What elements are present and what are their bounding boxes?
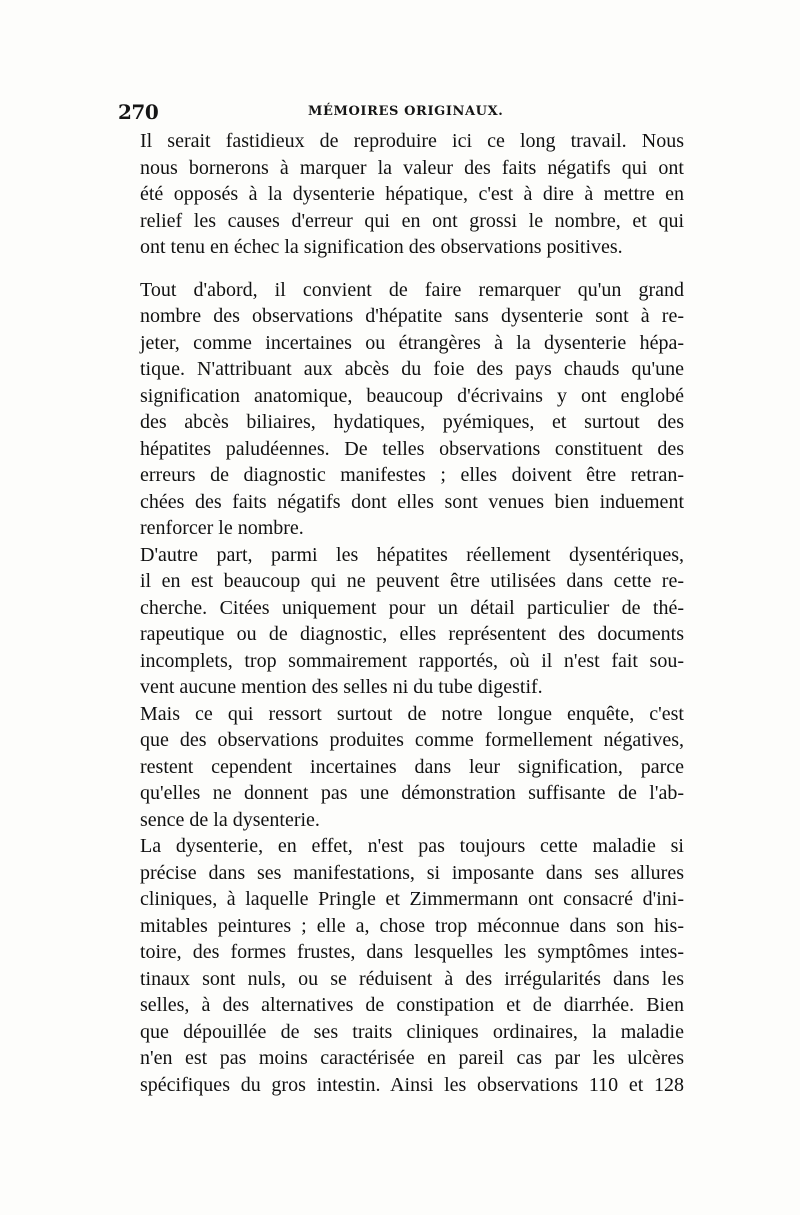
text-line: Mais ce qui ressort surtout de notre longue enquête, c'est	[140, 702, 684, 725]
text-line: Il serait fastidieux de reproduire ici ce long travail. Nous	[140, 130, 684, 152]
paragraph-5	[118, 833, 684, 1098]
text-line: La dysenterie, en effet, n'est pas toujours cette maladie si	[140, 835, 684, 857]
text-line: selles, à des alternatives de constipation et de diarrhée. Bien	[140, 994, 684, 1016]
text-line: que dépouillée de ses traits cliniques ordinaires, la maladie	[140, 1020, 684, 1043]
text-line: des abcès biliaires, hydatiques, pyémiques, et surtout des	[140, 411, 684, 433]
text-line: Tout d'abord, il convient de faire remarquer qu'un grand	[140, 278, 684, 301]
text-line: tinaux sont nuls, ou se réduisent à des irrégularités dans les	[140, 967, 684, 990]
text-line: mitables peintures ; elle a, chose trop méconnue dans son his-	[140, 914, 684, 937]
text-line: signification anatomique, beaucoup d'écrivains y ont englobé	[140, 384, 684, 407]
text-line: ont tenu en échec la signification des observations positives.	[140, 236, 623, 258]
text-line: cliniques, à laquelle Pringle et Zimmermann ont consacré d'ini-	[140, 888, 684, 910]
text-line: renforcer le nombre.	[140, 517, 304, 539]
paragraph-1	[118, 128, 684, 261]
text-line: qu'elles ne donnent pas une démonstration suffisante de l'ab-	[140, 782, 684, 804]
paragraph-3	[118, 542, 684, 701]
text-line: incomplets, trop sommairement rapportés, où il n'est fait sou-	[140, 649, 684, 672]
text-line: il en est beaucoup qui ne peuvent être utilisées dans cette re-	[140, 570, 684, 592]
text-line: cherche. Citées uniquement pour un détail particulier de thé-	[140, 596, 684, 619]
text-line: précise dans ses manifestations, si imposante dans ses allures	[140, 861, 684, 884]
text-line: vent aucune mention des selles ni du tube digestif.	[140, 676, 543, 698]
page-header	[118, 100, 686, 126]
body-text	[118, 128, 684, 1098]
text-line: nombre des observations d'hépatite sans dysenterie sont à re-	[140, 305, 684, 327]
paragraph-4	[118, 701, 684, 834]
text-line: toire, des formes frustes, dans lesquelles les symptômes intes-	[140, 941, 684, 963]
text-line: chées des faits négatifs dont elles sont venues bien induement	[140, 490, 684, 513]
text-line: tique. N'attribuant aux abcès du foie des pays chauds qu'une	[140, 358, 684, 380]
text-line: que des observations produites comme formellement négatives,	[140, 729, 684, 751]
text-line: D'autre part, parmi les hépatites réellement dysentériques,	[140, 543, 684, 566]
text-line: n'en est pas moins caractérisée en pareil cas par les ulcères	[140, 1047, 684, 1069]
paragraph-2	[118, 277, 684, 542]
page-number: 270	[118, 100, 159, 124]
text-line: jeter, comme incertaines ou étrangères à la dysenterie hépa-	[140, 331, 684, 354]
text-line: nous bornerons à marquer la valeur des faits négatifs qui ont	[140, 156, 684, 179]
text-line: hépatites paludéennes. De telles observations constituent des	[140, 437, 684, 460]
text-line: erreurs de diagnostic manifestes ; elles doivent être retran-	[140, 464, 684, 486]
text-line: rapeutique ou de diagnostic, elles représentent des documents	[140, 623, 684, 645]
text-line: spécifiques du gros intestin. Ainsi les observations 110 et 128	[140, 1073, 684, 1096]
running-head: MÉMOIRES ORIGINAUX.	[308, 104, 504, 119]
text-line: été opposés à la dysenterie hépatique, c'est à dire à mettre en	[140, 183, 684, 205]
text-line: sence de la dysenterie.	[140, 808, 320, 831]
text-line: restent cependent incertaines dans leur signification, parce	[140, 755, 684, 778]
text-line: relief les causes d'erreur qui en ont grossi le nombre, et qui	[140, 209, 684, 232]
